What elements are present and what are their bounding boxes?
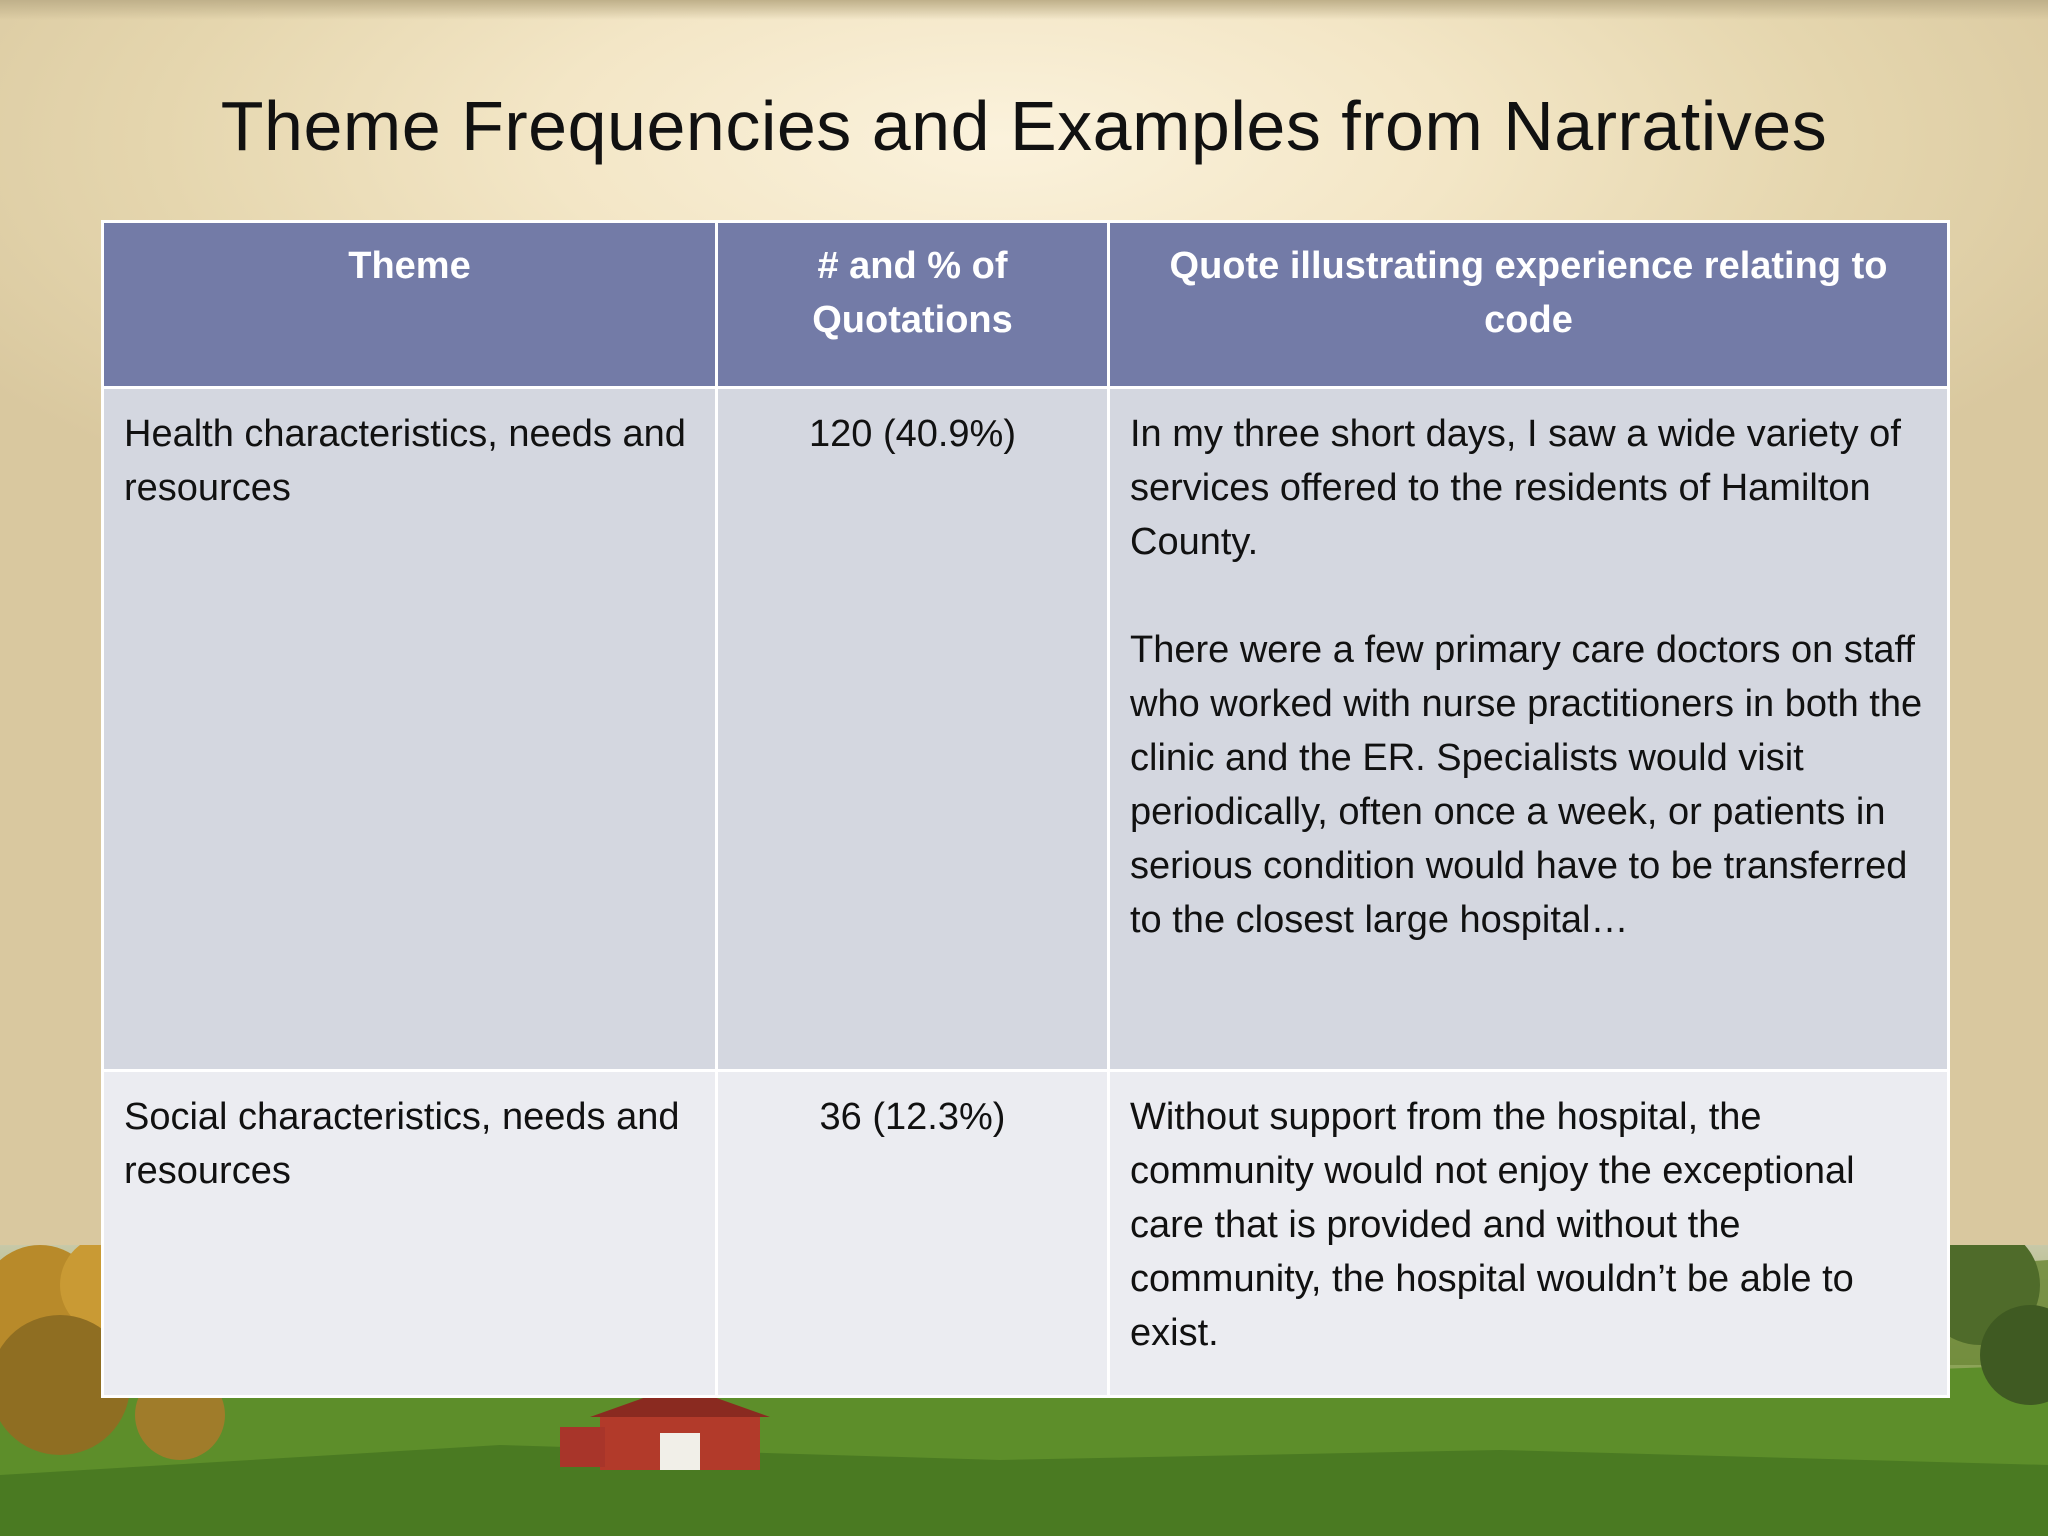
- header-count: # and % of Quotations: [717, 222, 1109, 388]
- header-theme: Theme: [103, 222, 717, 388]
- quote-cell: [1109, 388, 1949, 1071]
- theme-cell: Health characteristics, needs and resources: [103, 388, 717, 1071]
- slide-title: Theme Frequencies and Examples from Narratives: [220, 87, 1828, 165]
- table-row: [103, 1071, 1949, 1397]
- themes-table: [101, 220, 1947, 1398]
- quote-paragraph: There were a few primary care doctors on staff who worked with nurse practitioners in both the clinic and the ER. Specialists would visit periodically, often once a week, or patients in serious condition would have to be transferred to the closest large hospital…: [1130, 629, 1923, 941]
- quote-cell: [1109, 1071, 1949, 1397]
- header-quote: Quote illustrating experience relating to code: [1109, 222, 1949, 388]
- top-shadow-strip: [0, 0, 2048, 20]
- count-cell: 120 (40.9%): [717, 388, 1109, 1071]
- table-row: [103, 388, 1949, 1071]
- count-cell: 36 (12.3%): [717, 1071, 1109, 1397]
- quote-paragraph: In my three short days, I saw a wide variety of services offered to the residents of Hamilton County.: [1130, 413, 1901, 563]
- theme-cell: Social characteristics, needs and resources: [103, 1071, 717, 1397]
- quote-paragraph: Without support from the hospital, the community would not enjoy the exceptional care that is provided and without the community, the hospital wouldn’t be able to exist.: [1130, 1096, 1855, 1354]
- table-header-row: [103, 222, 1949, 388]
- paragraph-gap: [1130, 569, 1927, 623]
